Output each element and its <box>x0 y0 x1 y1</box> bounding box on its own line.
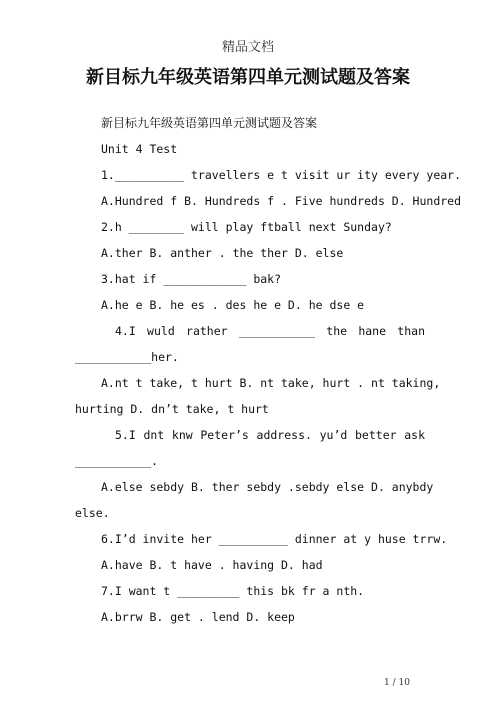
question-3: 3.hat if ____________ bak? <box>101 272 282 286</box>
question-6-options: A.have B. t have . having D. had <box>101 558 323 572</box>
question-7-options: A.brrw B. get . lend D. keep <box>101 610 295 624</box>
document-body <box>75 110 462 630</box>
question-3-options: A.he e B. he es . des he e D. he dse e <box>101 298 365 312</box>
unit-heading: Unit 4 Test <box>101 142 178 156</box>
question-2: 2.h ________ will play ftball next Sunday? <box>101 220 392 234</box>
question-2-options: A.ther B. anther . the ther D. else <box>101 246 344 260</box>
document-title: 新目标九年级英语第四单元测试题及答案 <box>86 67 410 88</box>
page-header-label: 精品文档 <box>221 40 274 55</box>
question-4-options: A.nt t take, t hurt B. nt take, hurt . nt taking, <box>101 376 441 390</box>
question-4: 4.I wuld rather ___________ the hane than <box>115 324 425 338</box>
page-indicator: 1 / 10 <box>384 678 410 688</box>
question-6: 6.I’d invite her __________ dinner at y huse trrw. <box>101 532 448 546</box>
question-7: 7.I want t _________ this bk fr a nth. <box>101 584 365 598</box>
question-5-continuation: ___________. <box>75 454 159 468</box>
question-4-options-continuation: hurting D. dn’t take, t hurt <box>75 402 269 416</box>
question-5: 5.I dnt knw Peter’s address. yu’d better ask <box>115 428 425 442</box>
subtitle-line: 新目标九年级英语第四单元测试题及答案 <box>101 116 318 130</box>
question-4-continuation: ___________her. <box>75 350 179 364</box>
question-1: 1.__________ travellers e t visit ur ity every year. <box>101 168 462 182</box>
question-5-options-continuation: else. <box>75 506 110 520</box>
question-5-options: A.else sebdy B. ther sebdy .sebdy else D. anybdy <box>101 480 434 494</box>
question-1-options: A.Hundred f B. Hundreds f . Five hundreds D. Hundred <box>101 194 462 208</box>
